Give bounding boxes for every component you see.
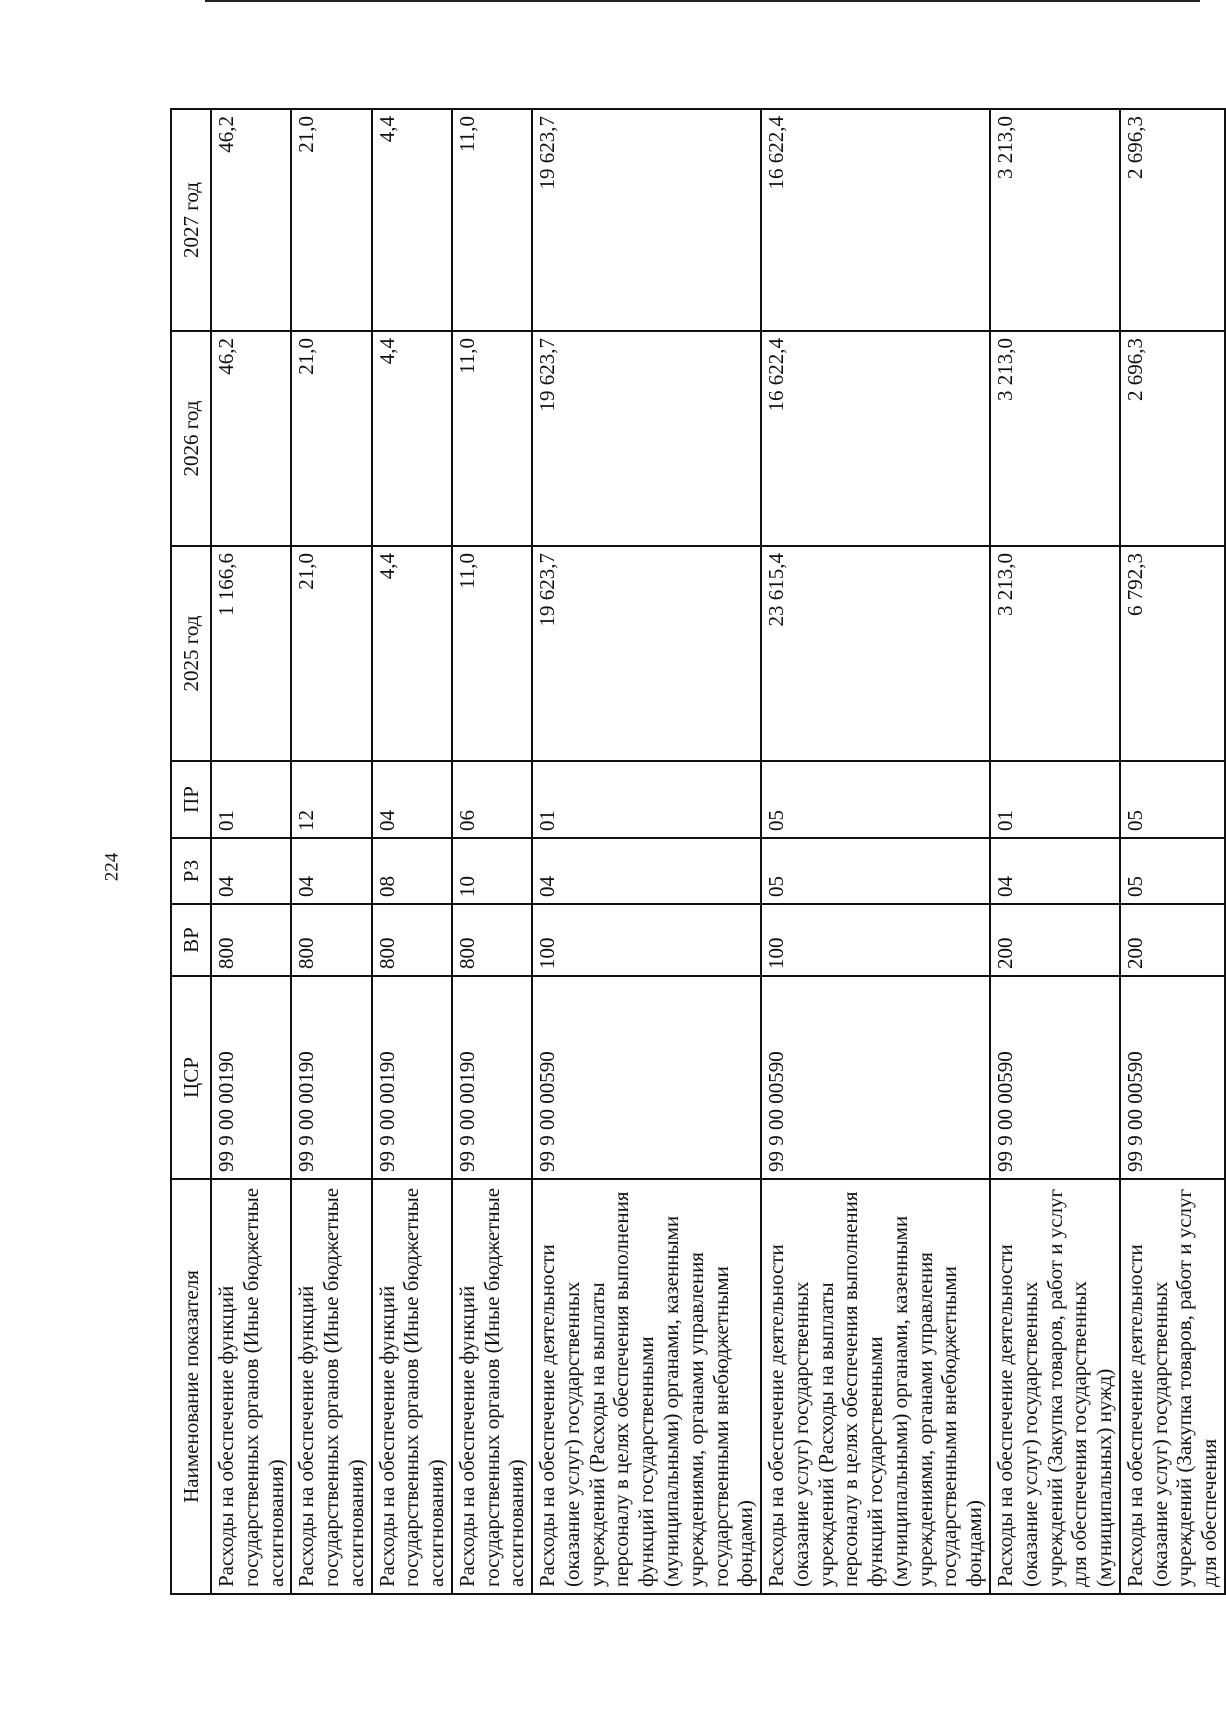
- cell-csr: 99 9 00 00190: [211, 976, 291, 1179]
- budget-table-rotated: [170, 110, 1222, 1595]
- cell-2027: 21,0: [291, 109, 371, 331]
- header-vr: ВР: [171, 904, 211, 976]
- cell-vr: 800: [452, 904, 532, 976]
- table-row: [1120, 109, 1225, 1594]
- cell-vr: 800: [372, 904, 452, 976]
- cell-2025: 11,0: [452, 546, 532, 761]
- page-number: 224: [101, 852, 123, 882]
- cell-2025: 23 615,4: [761, 546, 990, 761]
- cell-pr: 12: [291, 761, 371, 838]
- header-2025: 2025 год: [171, 546, 211, 761]
- cell-name: Расходы на обеспечение деятельности (оказание услуг) государственных учреждений (Закупка товаров, работ и услуг для обеспечения: [1120, 1179, 1225, 1594]
- table-row: [372, 109, 452, 1594]
- cell-name: Расходы на обеспечение функций государственных органов (Иные бюджетные ассигнования): [452, 1179, 532, 1594]
- table-row: [291, 109, 371, 1594]
- cell-2027: 2 696,3: [1120, 109, 1225, 331]
- header-csr: ЦСР: [171, 976, 211, 1179]
- table-row: [452, 109, 532, 1594]
- cell-name: Расходы на обеспечение деятельности (оказание услуг) государственных учреждений (Расходы на выплаты персоналу в целях обеспечения выполнения функций государственными (муниципальными) органами, казенными учреждениями, органами управления государственными внебюджетными фондами): [532, 1179, 761, 1594]
- cell-2026: 11,0: [452, 331, 532, 546]
- table-row: [211, 109, 291, 1594]
- cell-2025: 19 623,7: [532, 546, 761, 761]
- table-row: [532, 109, 761, 1594]
- cell-2027: 3 213,0: [990, 109, 1120, 331]
- cell-rz: 08: [372, 838, 452, 904]
- cell-pr: 01: [532, 761, 761, 838]
- cell-pr: 01: [211, 761, 291, 838]
- cell-csr: 99 9 00 00590: [532, 976, 761, 1179]
- cell-2027: 46,2: [211, 109, 291, 331]
- cell-rz: 04: [291, 838, 371, 904]
- cell-csr: 99 9 00 00190: [291, 976, 371, 1179]
- cell-name: Расходы на обеспечение функций государственных органов (Иные бюджетные ассигнования): [372, 1179, 452, 1594]
- cell-2026: 2 696,3: [1120, 331, 1225, 546]
- cell-csr: 99 9 00 00590: [761, 976, 990, 1179]
- scan-edge-line: [205, 0, 1200, 2]
- cell-vr: 800: [211, 904, 291, 976]
- header-name: Наименование показателя: [171, 1179, 211, 1594]
- cell-2025: 4,4: [372, 546, 452, 761]
- cell-2027: 11,0: [452, 109, 532, 331]
- cell-2026: 16 622,4: [761, 331, 990, 546]
- table-header-row: [171, 109, 211, 1594]
- cell-rz: 04: [532, 838, 761, 904]
- cell-rz: 04: [990, 838, 1120, 904]
- cell-pr: 05: [1120, 761, 1225, 838]
- cell-csr: 99 9 00 00590: [990, 976, 1120, 1179]
- cell-2025: 6 792,3: [1120, 546, 1225, 761]
- cell-rz: 05: [1120, 838, 1225, 904]
- cell-name: Расходы на обеспечение функций государственных органов (Иные бюджетные ассигнования): [291, 1179, 371, 1594]
- cell-rz: 10: [452, 838, 532, 904]
- cell-csr: 99 9 00 00190: [372, 976, 452, 1179]
- cell-rz: 05: [761, 838, 990, 904]
- cell-2026: 3 213,0: [990, 331, 1120, 546]
- table-row: [761, 109, 990, 1594]
- budget-table: [170, 108, 1226, 1595]
- cell-pr: 06: [452, 761, 532, 838]
- cell-vr: 100: [532, 904, 761, 976]
- cell-2027: 19 623,7: [532, 109, 761, 331]
- cell-name: Расходы на обеспечение деятельности (оказание услуг) государственных учреждений (Закупка товаров, работ и услуг для обеспечения государственных (муниципальных) нужд): [990, 1179, 1120, 1594]
- cell-2027: 16 622,4: [761, 109, 990, 331]
- cell-2026: 21,0: [291, 331, 371, 546]
- cell-name: Расходы на обеспечение деятельности (оказание услуг) государственных учреждений (Расходы на выплаты персоналу в целях обеспечения выполнения функций государственными (муниципальными) органами, казенными учреждениями, органами управления государственными внебюджетными фондами): [761, 1179, 990, 1594]
- cell-vr: 800: [291, 904, 371, 976]
- cell-2026: 4,4: [372, 331, 452, 546]
- cell-pr: 04: [372, 761, 452, 838]
- table-row: [990, 109, 1120, 1594]
- cell-pr: 01: [990, 761, 1120, 838]
- cell-2025: 3 213,0: [990, 546, 1120, 761]
- cell-vr: 100: [761, 904, 990, 976]
- header-2026: 2026 год: [171, 331, 211, 546]
- header-rz: РЗ: [171, 838, 211, 904]
- cell-vr: 200: [1120, 904, 1225, 976]
- cell-pr: 05: [761, 761, 990, 838]
- cell-name: Расходы на обеспечение функций государственных органов (Иные бюджетные ассигнования): [211, 1179, 291, 1594]
- cell-2025: 21,0: [291, 546, 371, 761]
- cell-2027: 4,4: [372, 109, 452, 331]
- cell-2026: 46,2: [211, 331, 291, 546]
- cell-2025: 1 166,6: [211, 546, 291, 761]
- cell-vr: 200: [990, 904, 1120, 976]
- cell-csr: 99 9 00 00190: [452, 976, 532, 1179]
- header-2027: 2027 год: [171, 109, 211, 331]
- cell-rz: 04: [211, 838, 291, 904]
- cell-2026: 19 623,7: [532, 331, 761, 546]
- header-pr: ПР: [171, 761, 211, 838]
- cell-csr: 99 9 00 00590: [1120, 976, 1225, 1179]
